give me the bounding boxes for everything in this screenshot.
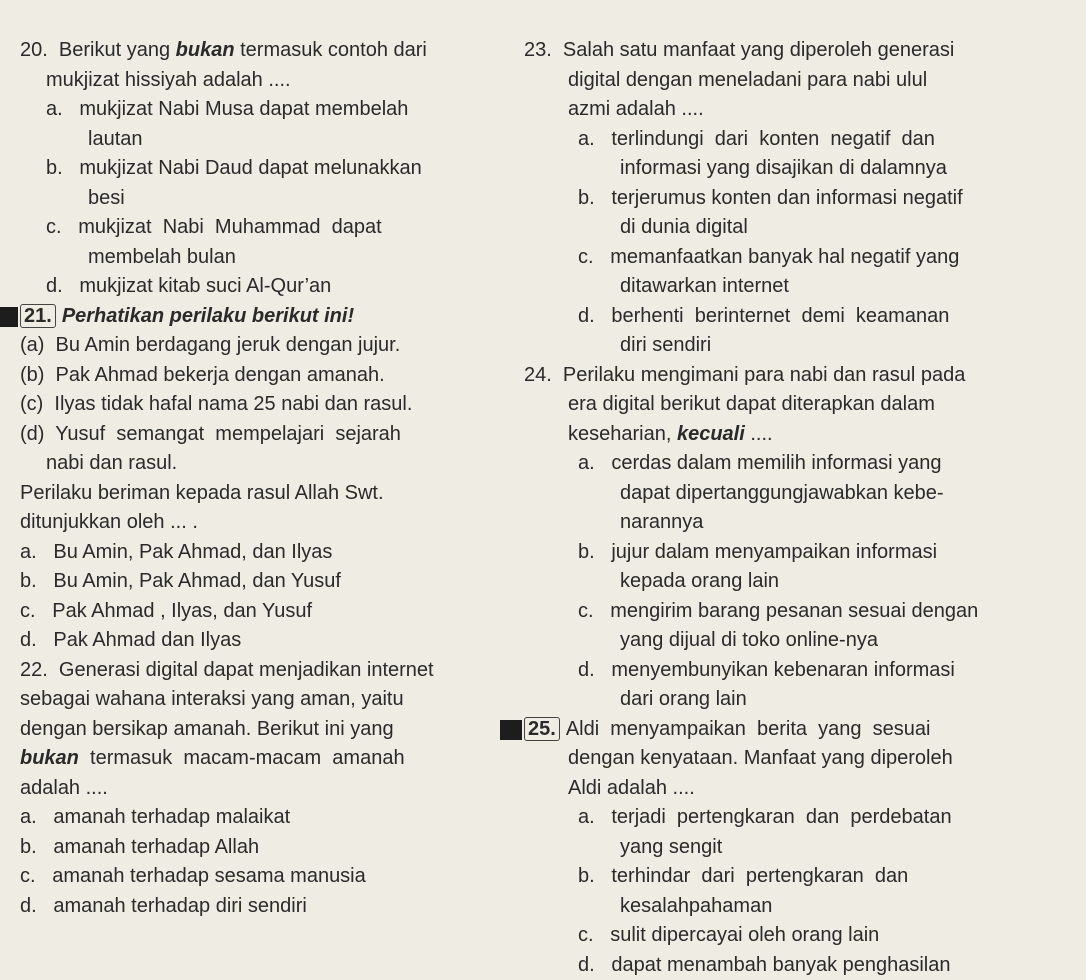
question-number-badge: 25. <box>524 717 560 741</box>
line-text: kepada orang lain <box>620 570 779 592</box>
line-text: digital dengan meneladani para nabi ulul <box>568 69 927 91</box>
text-line <box>20 361 500 391</box>
text-line <box>524 833 1064 863</box>
text-line <box>524 36 1064 66</box>
line-text: a. terjadi pertengkaran dan perdebatan <box>578 806 952 828</box>
text-line <box>524 656 1064 686</box>
text-line <box>524 361 1064 391</box>
left-column <box>20 36 500 921</box>
text-line <box>20 420 500 450</box>
text-line <box>20 626 500 656</box>
line-text: Perhatikan perilaku berikut ini! <box>62 305 354 327</box>
soal-tag-icon <box>0 307 18 327</box>
line-text: d. mukjizat kitab suci Al-Qur’an <box>46 275 331 297</box>
line-text: d. Pak Ahmad dan Ilyas <box>20 629 241 651</box>
text-line <box>20 154 500 184</box>
question-number-badge: 21. <box>20 304 56 328</box>
text-line <box>524 744 1064 774</box>
line-text: informasi yang disajikan di dalamnya <box>620 157 947 179</box>
text-line <box>20 390 500 420</box>
line-text: adalah .... <box>20 777 108 799</box>
line-text: b. terjerumus konten dan informasi negatif <box>578 187 963 209</box>
line-text: membelah bulan <box>88 246 236 268</box>
text-line <box>20 213 500 243</box>
line-text: b. mukjizat Nabi Daud dapat melunakkan <box>46 157 422 179</box>
line-text: yang sengit <box>620 836 722 858</box>
text-line <box>524 567 1064 597</box>
line-text: sebagai wahana interaksi yang aman, yaitu <box>20 688 404 710</box>
text-line <box>524 803 1064 833</box>
line-text: a. Bu Amin, Pak Ahmad, dan Ilyas <box>20 541 332 563</box>
text-line <box>524 243 1064 273</box>
text-line <box>524 479 1064 509</box>
line-text: d. menyembunyikan kebenaran informasi <box>578 659 955 681</box>
line-text: yang dijual di toko online-nya <box>620 629 878 651</box>
line-text: era digital berikut dapat diterapkan dalam <box>568 393 935 415</box>
text-line <box>20 66 500 96</box>
line-text: b. jujur dalam menyampaikan informasi <box>578 541 937 563</box>
text-line <box>524 95 1064 125</box>
line-text: b. terhindar dari pertengkaran dan <box>578 865 908 887</box>
text-line <box>524 331 1064 361</box>
text-line <box>20 538 500 568</box>
text-line <box>20 243 500 273</box>
line-text: c. mukjizat Nabi Muhammad dapat <box>46 216 382 238</box>
text-line <box>20 479 500 509</box>
line-text: di dunia digital <box>620 216 748 238</box>
line-text: dengan bersikap amanah. Berikut ini yang <box>20 718 394 740</box>
text-line <box>524 184 1064 214</box>
text-line <box>524 538 1064 568</box>
text-line <box>524 685 1064 715</box>
right-column <box>524 36 1064 980</box>
text-line <box>20 774 500 804</box>
text-line <box>20 833 500 863</box>
line-text: d. berhenti berinternet demi keamanan <box>578 305 949 327</box>
text-line <box>524 125 1064 155</box>
text-line <box>524 66 1064 96</box>
line-text: c. memanfaatkan banyak hal negatif yang <box>578 246 959 268</box>
text-line <box>524 862 1064 892</box>
text-line <box>524 420 1064 450</box>
line-text: Aldi adalah .... <box>568 777 695 799</box>
line-text: besi <box>88 187 125 209</box>
line-text: a. terlindungi dari konten negatif dan <box>578 128 935 150</box>
text-line <box>524 892 1064 922</box>
text-line <box>20 125 500 155</box>
line-text: 20. Berikut yang bukan termasuk contoh dari <box>20 39 427 61</box>
line-text: ditunjukkan oleh ... . <box>20 511 198 533</box>
line-text: (d) Yusuf semangat mempelajari sejarah <box>20 423 401 445</box>
text-line <box>524 154 1064 184</box>
text-line <box>20 508 500 538</box>
text-line <box>524 774 1064 804</box>
line-text: c. sulit dipercayai oleh orang lain <box>578 924 879 946</box>
text-line <box>524 626 1064 656</box>
line-text: d. dapat menambah banyak penghasilan <box>578 954 951 976</box>
text-line <box>20 597 500 627</box>
text-line <box>524 715 1064 745</box>
line-text: dari orang lain <box>620 688 747 710</box>
line-text: lautan <box>88 128 143 150</box>
text-line <box>524 597 1064 627</box>
text-line <box>20 95 500 125</box>
line-text: 24. Perilaku mengimani para nabi dan rasul pada <box>524 364 965 386</box>
text-line <box>20 567 500 597</box>
line-text: dapat dipertanggungjawabkan kebe- <box>620 482 944 504</box>
text-line <box>524 921 1064 951</box>
text-line <box>524 508 1064 538</box>
line-text: a. mukjizat Nabi Musa dapat membelah <box>46 98 408 120</box>
line-text: keseharian, kecuali .... <box>568 423 773 445</box>
line-text: 23. Salah satu manfaat yang diperoleh generasi <box>524 39 954 61</box>
line-text: (c) Ilyas tidak hafal nama 25 nabi dan rasul. <box>20 393 412 415</box>
text-line <box>20 272 500 302</box>
line-text: a. cerdas dalam memilih informasi yang <box>578 452 941 474</box>
text-line <box>20 331 500 361</box>
text-line <box>20 184 500 214</box>
text-line <box>20 36 500 66</box>
text-line <box>524 272 1064 302</box>
text-line <box>524 390 1064 420</box>
line-text: c. mengirim barang pesanan sesuai dengan <box>578 600 978 622</box>
text-line <box>20 449 500 479</box>
text-line <box>524 302 1064 332</box>
line-text: Perilaku beriman kepada rasul Allah Swt. <box>20 482 384 504</box>
text-line <box>524 951 1064 980</box>
line-text: 22. Generasi digital dapat menjadikan internet <box>20 659 434 681</box>
line-text: diri sendiri <box>620 334 711 356</box>
text-line <box>20 744 500 774</box>
text-line <box>20 656 500 686</box>
line-text: Aldi menyampaikan berita yang sesuai <box>566 718 931 740</box>
text-line <box>20 803 500 833</box>
line-text: b. amanah terhadap Allah <box>20 836 259 858</box>
line-text: b. Bu Amin, Pak Ahmad, dan Yusuf <box>20 570 341 592</box>
line-text: c. Pak Ahmad , Ilyas, dan Yusuf <box>20 600 312 622</box>
line-text: dengan kenyataan. Manfaat yang diperoleh <box>568 747 953 769</box>
line-text: nabi dan rasul. <box>46 452 177 474</box>
line-text: c. amanah terhadap sesama manusia <box>20 865 366 887</box>
line-text: kesalahpahaman <box>620 895 772 917</box>
text-line <box>20 302 500 332</box>
text-line <box>524 449 1064 479</box>
line-text: (a) Bu Amin berdagang jeruk dengan jujur. <box>20 334 400 356</box>
soal-tag-icon <box>500 720 522 740</box>
line-text: (b) Pak Ahmad bekerja dengan amanah. <box>20 364 385 386</box>
line-text: a. amanah terhadap malaikat <box>20 806 290 828</box>
line-text: bukan termasuk macam-macam amanah <box>20 747 405 769</box>
text-line <box>524 213 1064 243</box>
text-line <box>20 862 500 892</box>
text-line <box>20 715 500 745</box>
line-text: azmi adalah .... <box>568 98 704 120</box>
text-line <box>20 892 500 922</box>
line-text: narannya <box>620 511 703 533</box>
text-line <box>20 685 500 715</box>
line-text: d. amanah terhadap diri sendiri <box>20 895 307 917</box>
line-text: mukjizat hissiyah adalah .... <box>46 69 291 91</box>
line-text: ditawarkan internet <box>620 275 789 297</box>
